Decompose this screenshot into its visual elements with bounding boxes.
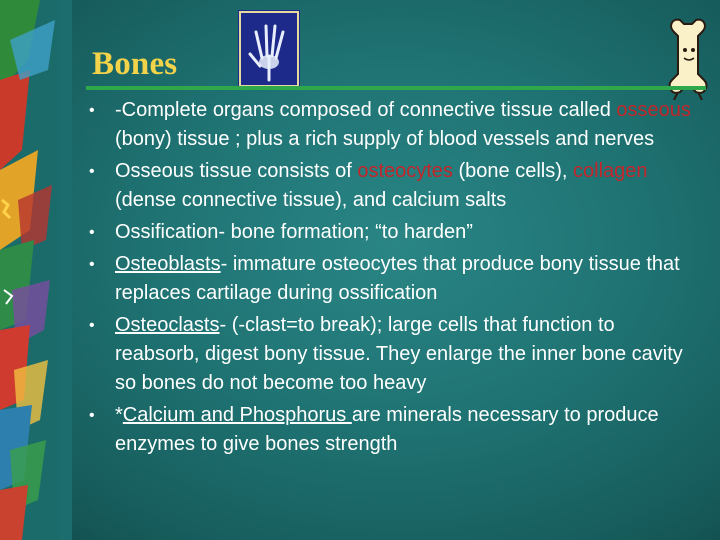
bullet-item bbox=[86, 401, 698, 459]
bullet-marker: • bbox=[89, 407, 95, 424]
bullet-item bbox=[86, 311, 698, 398]
bullet-text: are minerals necessary to produce enzymes to give bones strength bbox=[115, 404, 659, 455]
bullet-item bbox=[86, 250, 698, 308]
bullet-text: (dense connective tissue), and calcium salts bbox=[115, 189, 507, 211]
underlined-term: Calcium and Phosphorus bbox=[122, 404, 352, 426]
bullet-text: - immature osteocytes that produce bony tissue that replaces cartilage during ossification bbox=[115, 253, 680, 304]
underlined-term: Osteoblasts bbox=[115, 253, 221, 275]
bullet-marker: • bbox=[89, 317, 95, 334]
bullet-list bbox=[86, 96, 698, 462]
bullet-text: (bony) tissue ; plus a rich supply of blood vessels and nerves bbox=[115, 128, 655, 150]
bullet-marker: • bbox=[89, 256, 95, 273]
bullet-text: - (-clast=to break); large cells that function to reabsorb, digest bony tissue. They enlarge the inner bone cavity so bones do not become too heavy bbox=[115, 314, 683, 394]
bullet-marker: • bbox=[89, 224, 95, 241]
highlighted-term: osseous bbox=[616, 99, 691, 121]
highlighted-term: osteocytes bbox=[357, 160, 453, 182]
bullet-marker: • bbox=[89, 163, 95, 180]
slide-title: Bones bbox=[92, 46, 178, 82]
decorative-pattern-graphic bbox=[0, 0, 72, 540]
bullet-item bbox=[86, 157, 698, 215]
bullet-text: * bbox=[115, 404, 123, 426]
hand-xray-icon bbox=[238, 10, 300, 88]
bullet-text: Osseous tissue consists of bbox=[115, 160, 358, 182]
bullet-text: Ossification- bone formation; “to harden” bbox=[115, 221, 473, 243]
bullet-item bbox=[86, 96, 698, 154]
bullet-marker: • bbox=[89, 102, 95, 119]
bullet-text: (bone cells), bbox=[452, 160, 573, 182]
bullet-item bbox=[86, 218, 698, 247]
underlined-term: Osteoclasts bbox=[115, 314, 220, 336]
title-underline-rule bbox=[86, 86, 706, 90]
bullet-text: -Complete organs composed of connective tissue called bbox=[115, 99, 617, 121]
decorative-left-strip bbox=[0, 0, 72, 540]
highlighted-term: collagen bbox=[573, 160, 648, 182]
